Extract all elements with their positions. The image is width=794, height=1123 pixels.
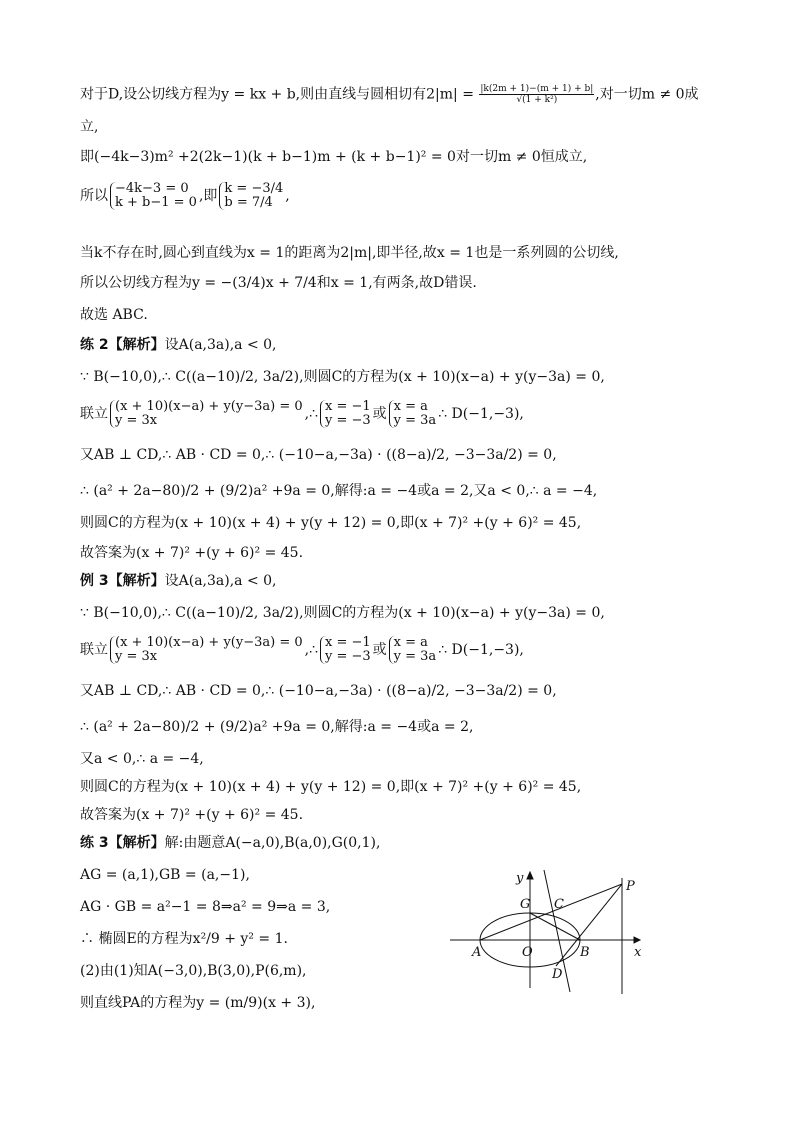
text-line	[80, 336, 277, 354]
text-line: 即(−4k−3)m² +2(2k−1)(k + b−1)m + (k + b−1)² = 0对一切m ≠ 0恒成立,	[80, 149, 588, 165]
text-line: ∴ (a² + 2a−80)/2 + (9/2)a² +9a = 0,解得:a = −4或a = 2,	[80, 719, 474, 735]
label-x: x	[634, 945, 642, 960]
text-segment: 对于D,设公切线方程为y = kx + b,则由直线与圆相切有2|m| =	[80, 86, 479, 103]
equation: x = −1	[324, 399, 371, 414]
equation: (x + 10)(x−a) + y(y−3a) = 0	[115, 399, 303, 414]
equation: y = 3x	[115, 649, 158, 664]
text-line: 当k不存在时,圆心到直线为x = 1的距离为2|m|,即半径,故x = 1也是一系列圆的公切线,	[80, 245, 619, 261]
text-line: 则圆C的方程为(x + 10)(x + 4) + y(y + 12) = 0,即(x + 7)² +(y + 6)² = 45,	[80, 515, 582, 531]
text-line: 则圆C的方程为(x + 10)(x + 4) + y(y + 12) = 0,即(x + 7)² +(y + 6)² = 45,	[80, 779, 582, 795]
label-a: A	[472, 945, 482, 960]
equation-system	[110, 400, 303, 428]
text-line	[80, 636, 524, 664]
fraction-numerator: |k(2m + 1)−(m + 1) + b|	[480, 84, 594, 94]
line-pa	[480, 884, 622, 940]
text-segment: 设A(a,3a),a < 0,	[164, 573, 277, 589]
equation: y = 3a	[393, 413, 437, 428]
equation-system	[320, 636, 371, 664]
text-segment: 或	[372, 406, 387, 422]
text-segment: 解:由题意A(−a,0),B(a,0),G(0,1),	[164, 835, 381, 851]
text-line: 所以公切线方程为y = −(3/4)x + 7/4和x = 1,有两条,故D错误.	[80, 275, 477, 291]
equation: k = −3/4	[224, 181, 284, 196]
text-line	[80, 182, 290, 210]
fraction-denominator: √(1 + k²)	[516, 95, 558, 105]
equation: x = −1	[324, 635, 371, 650]
text-segment: ,即	[198, 188, 218, 204]
equation-system	[110, 182, 197, 210]
equation: y = 3x	[115, 413, 158, 428]
equation-system	[389, 400, 437, 428]
section-heading: 例 3【解析】	[80, 573, 165, 589]
section-heading: 练 3【解析】	[80, 835, 165, 851]
equation: b = 7/4	[224, 195, 273, 210]
text-segment: 联立	[80, 406, 108, 422]
equation: −4k−3 = 0	[115, 181, 189, 196]
text-line	[80, 572, 277, 590]
equation: y = −3	[324, 649, 371, 664]
text-line: 故答案为(x + 7)² +(y + 6)² = 45.	[80, 545, 304, 561]
text-segment: 所以	[80, 188, 108, 204]
equation: (x + 10)(x−a) + y(y−3a) = 0	[115, 635, 303, 650]
equation-system	[389, 636, 437, 664]
text-line	[80, 400, 524, 428]
text-segment: ∴ D(−1,−3),	[438, 642, 524, 658]
text-segment: 或	[372, 642, 387, 658]
label-b: B	[580, 945, 590, 960]
text-line: 又a < 0,∴ a = −4,	[80, 751, 204, 767]
text-line: AG = (a,1),GB = (a,−1),	[80, 867, 250, 883]
text-line: ∴ (a² + 2a−80)/2 + (9/2)a² +9a = 0,解得:a = −4或a = 2,又a < 0,∴ a = −4,	[80, 483, 598, 499]
label-g: G	[520, 897, 531, 912]
equation-system	[320, 400, 371, 428]
fraction	[479, 84, 594, 105]
text-segment: 联立	[80, 642, 108, 658]
text-line	[80, 84, 699, 105]
x-axis-arrow	[634, 937, 640, 943]
label-d: D	[552, 967, 563, 982]
text-segment: ,	[285, 188, 290, 204]
equation-system	[110, 636, 303, 664]
equation: x = a	[393, 635, 428, 650]
equation-system	[219, 182, 283, 210]
text-segment: ,对一切m ≠ 0成	[595, 86, 699, 103]
text-segment: ,∴	[304, 642, 318, 658]
text-segment: 设A(a,3a),a < 0,	[164, 337, 277, 353]
text-line: AG · GB = a²−1 = 8⇒a² = 9⇒a = 3,	[80, 899, 331, 915]
y-axis-arrow	[527, 872, 533, 879]
text-line: 故答案为(x + 7)² +(y + 6)² = 45.	[80, 807, 304, 823]
equation: y = −3	[324, 413, 371, 428]
label-c: C	[554, 897, 564, 912]
text-line: 立,	[80, 119, 99, 135]
ellipse-figure	[448, 868, 648, 998]
label-p: P	[626, 879, 635, 894]
text-line: ∵ B(−10,0),∴ C((a−10)/2, 3a/2),则圆C的方程为(x + 10)(x−a) + y(y−3a) = 0,	[80, 369, 605, 385]
equation: y = 3a	[393, 649, 437, 664]
text-line: 故选 ABC.	[80, 307, 148, 323]
text-line: ∴ 椭圆E的方程为x²/9 + y² = 1.	[80, 931, 288, 947]
section-heading: 练 2【解析】	[80, 337, 165, 353]
label-y: y	[516, 871, 524, 886]
text-line: 又AB ⊥ CD,∴ AB · CD = 0,∴ (−10−a,−3a) · ((8−a)/2, −3−3a/2) = 0,	[80, 447, 557, 463]
equation: x = a	[393, 399, 428, 414]
text-line: 则直线PA的方程为y = (m/9)(x + 3),	[80, 995, 316, 1011]
text-line	[80, 834, 380, 852]
text-segment: ∴ D(−1,−3),	[438, 406, 524, 422]
text-line: 又AB ⊥ CD,∴ AB · CD = 0,∴ (−10−a,−3a) · ((8−a)/2, −3−3a/2) = 0,	[80, 683, 557, 699]
text-line: (2)由(1)知A(−3,0),B(3,0),P(6,m),	[80, 963, 307, 979]
equation: k + b−1 = 0	[115, 195, 197, 210]
text-line: ∵ B(−10,0),∴ C((a−10)/2, 3a/2),则圆C的方程为(x + 10)(x−a) + y(y−3a) = 0,	[80, 605, 605, 621]
label-o: O	[522, 945, 533, 960]
text-segment: ,∴	[304, 406, 318, 422]
